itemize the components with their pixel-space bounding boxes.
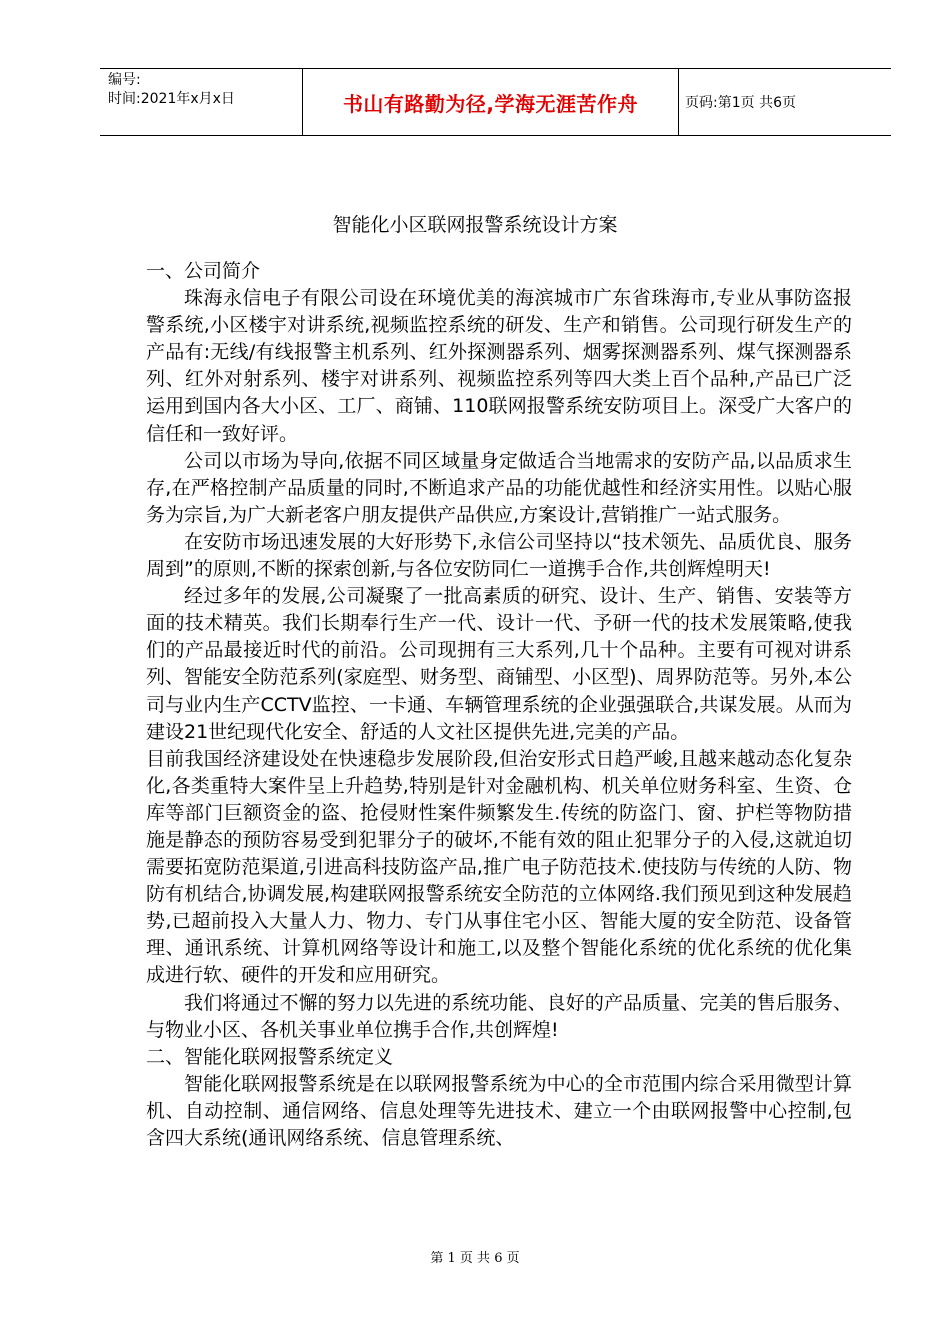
serial-number-label: 编号:: [108, 72, 141, 88]
paragraph: 经过多年的发展,公司凝聚了一批高素质的研究、设计、生产、销售、安装等方面的技术精英。我们长期奉行生产一代、设计一代、予研一代的技术发展策略,使我们的产品最接近时代的前沿。公司现拥有三大系列,几十个品种。主要有可视对讲系列、智能安全防范系列(家庭型、财务型、商铺型、小区型)、周界防范等。另外,本公司与业内生产CCTV监控、一卡通、车辆管理系统的企业强强联合,共谋发展。从而为建设21世纪现代化安全、舒适的人文社区提供先进,完美的产品。: [146, 585, 852, 743]
paragraph: 公司以市场为导向,依据不同区域量身定做适合当地需求的安防产品,以品质求生存,在严格控制产品质量的同时,不断追求产品的功能优越性和经济实用性。以贴心服务为宗旨,为广大新老客户朋友提供产品供应,方案设计,营销推广一站式服务。: [146, 449, 852, 526]
paragraph: 珠海永信电子有限公司设在环境优美的海滨城市广东省珠海市,专业从事防盗报警系统,小区楼宇对讲系统,视频监控系统的研发、生产和销售。公司现行研发生产的产品有:无线/有线报警主机系列、红外探测器系列、烟雾探测器系列、煤气探测器系列、红外对射系列、楼宇对讲系列、视频监控系列等四大类上百个品种,产品已广泛运用到国内各大小区、工厂、商铺、110联网报警系统安防项目上。深受广大客户的信任和一致好评。: [146, 287, 852, 445]
document-body: [146, 258, 852, 1152]
document-title: 智能化小区联网报警系统设计方案: [332, 214, 618, 236]
header-motto: 书山有路勤为径,学海无涯苦作舟: [303, 69, 679, 135]
section-heading: 一、公司简介: [146, 260, 261, 282]
header-page-info: 页码:第1页 共6页: [685, 95, 796, 111]
paragraph: 智能化联网报警系统是在以联网报警系统为中心的全市范围内综合采用微型计算机、自动控制、通信网络、信息处理等先进技术、建立一个由联网报警中心控制,包含四大系统(通讯网络系统、信息管理系统、: [146, 1072, 852, 1149]
page-header: [100, 68, 891, 136]
section-heading: 二、智能化联网报警系统定义: [146, 1045, 394, 1068]
paragraph: 我们将通过不懈的努力以先进的系统功能、良好的产品质量、完美的售后服务、与物业小区、各机关事业单位携手合作,共创辉煌!: [146, 991, 852, 1041]
header-meta: [100, 69, 303, 135]
paragraph: 在安防市场迅速发展的大好形势下,永信公司坚持以“技术领先、品质优良、服务周到”的原则,不断的探索创新,与各位安防同仁一道携手合作,共创辉煌明天!: [146, 530, 852, 581]
date-label: 时间:2021年x月x日: [108, 91, 235, 107]
page-footer: 第 1 页 共 6 页: [430, 1251, 520, 1266]
paragraph: 目前我国经济建设处在快速稳步发展阶段,但治安形式日趋严峻,且越来越动态化复杂化,各类重特大案件呈上升趋势,特别是针对金融机构、机关单位财务科室、生资、仓库等部门巨额资金的盗、抢侵财性案件频繁发生.传统的防盗门、窗、护栏等物防措施是静态的预防容易受到犯罪分子的破坏,不能有效的阻止犯罪分子的入侵,这就迫切需要拓宽防范渠道,引进高科技防盗产品,推广电子防范技术.使技防与传统的人防、物防有机结合,协调发展,构建联网报警系统安全防范的立体网络.我们预见到这种发展趋势,已超前投入大量人力、物力、专门从事住宅小区、智能大厦的安全防范、设备管理、通讯系统、计算机网络等设计和施工,以及整个智能化系统的优化系统的优化集成进行软、硬件的开发和应用研究。: [146, 747, 852, 987]
